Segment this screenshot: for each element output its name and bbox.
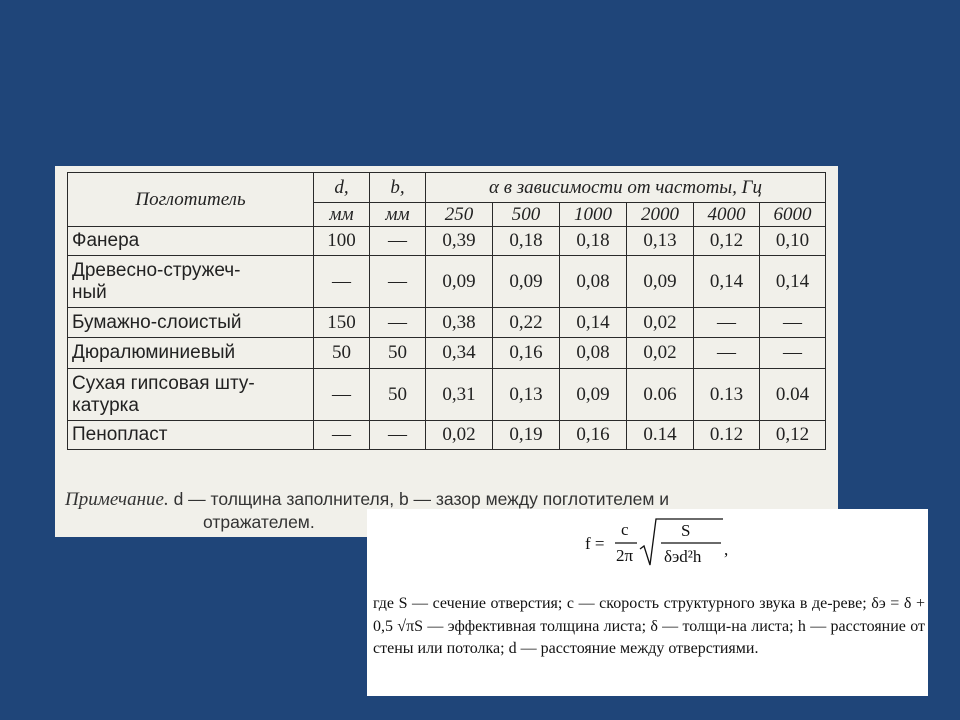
cell-b: —	[370, 227, 426, 256]
header-freq: 500	[493, 203, 560, 227]
absorber-name: Дюралюминиевый	[68, 338, 314, 369]
cell-alpha: 0,08	[560, 256, 627, 308]
formula-explanation: где S — сечение отверстия; с — скорость структурного звука в де-ревe; δэ = δ + 0,5 √πS — эффективная толщина листа; δ — толщи-на листа; h — расстояние от стены или потолка; d — расстояние между отверстиями.	[373, 595, 925, 657]
cell-alpha: 0,38	[426, 308, 493, 338]
cell-alpha: 0,02	[627, 308, 694, 338]
header-alpha: α в зависимости от частоты, Гц	[426, 173, 826, 203]
absorber-name-line: Сухая гипсовая шту-	[72, 372, 255, 394]
cell-alpha: 0,08	[560, 338, 627, 369]
radicand-bottom: δэd²h	[664, 547, 702, 566]
cell-alpha: 0.12	[694, 421, 760, 450]
formula-trailing: ,	[724, 540, 729, 559]
cell-alpha: 0,14	[760, 256, 826, 308]
cell-d: —	[314, 421, 370, 450]
cell-alpha: —	[694, 338, 760, 369]
cell-alpha: 0,09	[627, 256, 694, 308]
cell-alpha: 0,39	[426, 227, 493, 256]
cell-b: —	[370, 421, 426, 450]
cell-b: 50	[370, 338, 426, 369]
cell-alpha: —	[760, 338, 826, 369]
absorber-name-line: катурка	[72, 394, 139, 416]
cell-alpha: 0,16	[493, 338, 560, 369]
cell-d: —	[314, 369, 370, 421]
cell-alpha: 0,09	[493, 256, 560, 308]
header-d-unit: мм	[314, 203, 370, 227]
cell-b: 50	[370, 369, 426, 421]
cell-alpha: —	[694, 308, 760, 338]
cell-alpha: 0,02	[627, 338, 694, 369]
radicand-top: S	[681, 521, 691, 540]
header-freq: 2000	[627, 203, 694, 227]
cell-alpha: 0.04	[760, 369, 826, 421]
absorber-name: Фанера	[68, 227, 314, 256]
absorber-name-line: Древесно-стружеч-	[72, 259, 241, 281]
cell-d: 150	[314, 308, 370, 338]
table-row	[68, 227, 826, 256]
cell-alpha: 0,09	[560, 369, 627, 421]
cell-alpha: 0,12	[694, 227, 760, 256]
header-absorber: Поглотитель	[68, 173, 314, 227]
absorber-name-line: ный	[72, 281, 107, 303]
absorber-name: Бумажно-слоистый	[68, 308, 314, 338]
header-d: d,	[314, 173, 370, 203]
header-freq: 6000	[760, 203, 826, 227]
cell-alpha: 0,34	[426, 338, 493, 369]
cell-alpha: 0,19	[493, 421, 560, 450]
cell-alpha: 0,31	[426, 369, 493, 421]
cell-b: —	[370, 256, 426, 308]
formula-numerator: c	[621, 520, 629, 539]
table-row	[68, 338, 826, 369]
cell-d: —	[314, 256, 370, 308]
cell-alpha: 0,16	[560, 421, 627, 450]
note-line-1: d — толщина заполнителя, b — зазор между поглотителем и	[168, 489, 670, 509]
cell-d: 50	[314, 338, 370, 369]
absorption-table-panel	[55, 166, 838, 537]
absorber-name	[68, 369, 314, 421]
cell-alpha: 0,18	[493, 227, 560, 256]
cell-alpha: 0,02	[426, 421, 493, 450]
table-row	[68, 369, 826, 421]
absorber-name: Пенопласт	[68, 421, 314, 450]
table-row	[68, 421, 826, 450]
header-b-unit: мм	[370, 203, 426, 227]
cell-alpha: 0,09	[426, 256, 493, 308]
note-label: Примечание.	[65, 489, 169, 510]
cell-b: —	[370, 308, 426, 338]
cell-alpha: 0.06	[627, 369, 694, 421]
formula-lhs: f =	[585, 534, 605, 553]
absorption-table	[67, 172, 826, 450]
cell-alpha: —	[760, 308, 826, 338]
cell-alpha: 0.14	[627, 421, 694, 450]
header-b: b,	[370, 173, 426, 203]
header-freq: 250	[426, 203, 493, 227]
cell-alpha: 0.13	[694, 369, 760, 421]
cell-alpha: 0,18	[560, 227, 627, 256]
cell-alpha: 0,10	[760, 227, 826, 256]
cell-alpha: 0,12	[760, 421, 826, 450]
cell-alpha: 0,22	[493, 308, 560, 338]
cell-alpha: 0,13	[627, 227, 694, 256]
formula-panel	[367, 509, 928, 696]
note-line-2: отражателем.	[203, 512, 315, 532]
cell-alpha: 0,14	[694, 256, 760, 308]
formula-denominator: 2π	[616, 546, 634, 565]
frequency-formula	[585, 515, 735, 571]
cell-alpha: 0,14	[560, 308, 627, 338]
absorber-name	[68, 256, 314, 308]
table-row	[68, 308, 826, 338]
table-row	[68, 256, 826, 308]
header-freq: 4000	[694, 203, 760, 227]
header-freq: 1000	[560, 203, 627, 227]
cell-d: 100	[314, 227, 370, 256]
cell-alpha: 0,13	[493, 369, 560, 421]
